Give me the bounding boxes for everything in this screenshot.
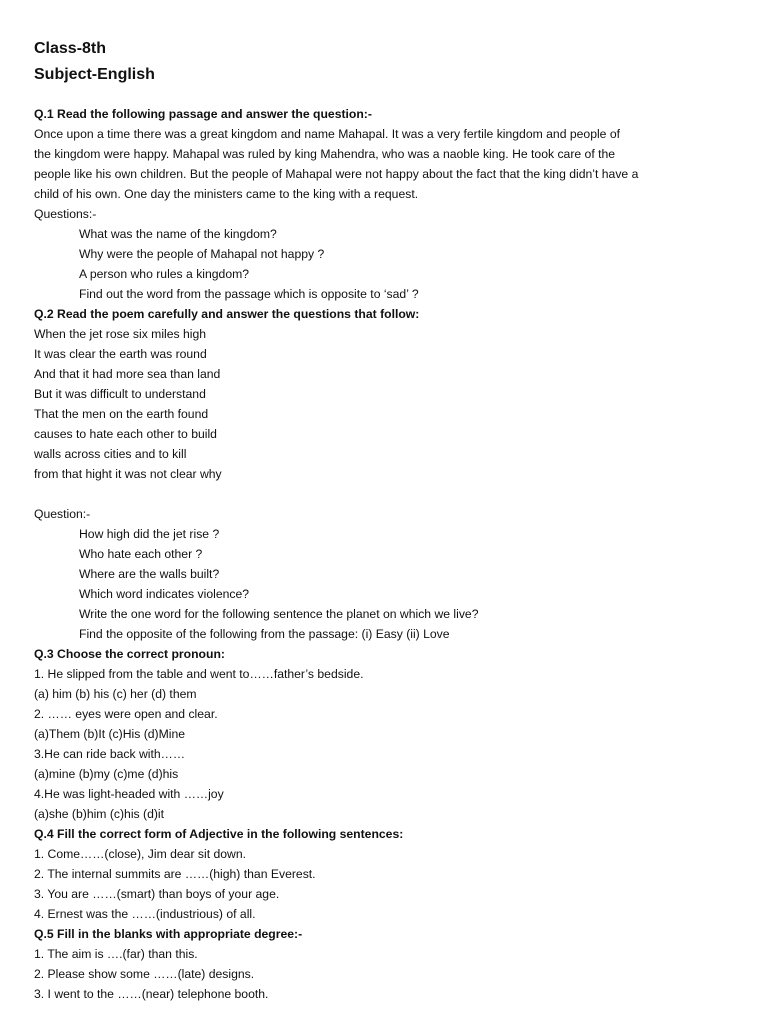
q4-line: 2. The internal summits are ……(high) than Everest. xyxy=(34,867,316,881)
q3-heading: Q.3 Choose the correct pronoun: xyxy=(34,647,225,661)
q2-poem-line: And that it had more sea than land xyxy=(34,367,221,381)
q2-poem-line: It was clear the earth was round xyxy=(34,347,207,361)
q2-poem-line: But it was difficult to understand xyxy=(34,387,206,401)
q3-options: (a)she (b)him (c)his (d)it xyxy=(34,807,165,821)
class-label: Class-8th xyxy=(34,40,107,57)
blank-line xyxy=(34,484,734,504)
q1-question: What was the name of the kingdom? xyxy=(79,227,277,241)
q2-poem-line: from that hight it was not clear why xyxy=(34,467,222,481)
q3-line: 4.He was light-headed with ……joy xyxy=(34,787,224,801)
q2-poem-line: walls across cities and to kill xyxy=(34,447,187,461)
q2-heading: Q.2 Read the poem carefully and answer the questions that follow: xyxy=(34,307,420,321)
q4-heading: Q.4 Fill the correct form of Adjective in the following sentences: xyxy=(34,827,404,841)
q1-question: A person who rules a kingdom? xyxy=(79,267,250,281)
q3-line: 3.He can ride back with…… xyxy=(34,747,186,761)
q2-question: Write the one word for the following sentence the planet on which we live? xyxy=(79,607,479,621)
q3-options: (a)Them (b)It (c)His (d)Mine xyxy=(34,727,185,741)
q4-line: 1. Come……(close), Jim dear sit down. xyxy=(34,847,246,861)
q1-questions-label: Questions:- xyxy=(34,207,97,221)
q4-line: 4. Ernest was the ……(industrious) of all. xyxy=(34,907,256,921)
q5-line: 1. The aim is ….(far) than this. xyxy=(34,947,198,961)
q3-options: (a)mine (b)my (c)me (d)his xyxy=(34,767,179,781)
q3-line: 2. …… eyes were open and clear. xyxy=(34,707,218,721)
q4-line: 3. You are ……(smart) than boys of your age. xyxy=(34,887,280,901)
q3-options: (a) him (b) his (c) her (d) them xyxy=(34,687,197,701)
q5-heading: Q.5 Fill in the blanks with appropriate degree:- xyxy=(34,927,303,941)
q2-poem-line: causes to hate each other to build xyxy=(34,427,217,441)
q2-poem-line: That the men on the earth found xyxy=(34,407,209,421)
spacer xyxy=(34,88,734,104)
q1-passage-line: Once upon a time there was a great kingdom and name Mahapal. It was a very fertile kingdom and people of xyxy=(34,127,621,141)
q2-question: Where are the walls built? xyxy=(79,567,220,581)
q2-question: Find the opposite of the following from the passage: (i) Easy (ii) Love xyxy=(79,627,450,641)
q1-question: Why were the people of Mahapal not happy ? xyxy=(79,247,325,261)
q5-line: 3. I went to the ……(near) telephone booth. xyxy=(34,987,269,1001)
worksheet-page xyxy=(34,36,734,1004)
q2-question: Who hate each other ? xyxy=(79,547,203,561)
q2-question: Which word indicates violence? xyxy=(79,587,250,601)
q3-line: 1. He slipped from the table and went to……father’s bedside. xyxy=(34,667,364,681)
q1-passage-line: child of his own. One day the ministers came to the king with a request. xyxy=(34,187,419,201)
q2-poem-line: When the jet rose six miles high xyxy=(34,327,207,341)
q5-line: 2. Please show some ……(late) designs. xyxy=(34,967,255,981)
q1-passage-line: people like his own children. But the people of Mahapal were not happy about the fact that the king didn’t have a xyxy=(34,167,639,181)
q1-heading: Q.1 Read the following passage and answer the question:- xyxy=(34,107,372,121)
q2-questions-label: Question:- xyxy=(34,507,91,521)
q1-question: Find out the word from the passage which is opposite to ‘sad’ ? xyxy=(79,287,419,301)
q1-passage-line: the kingdom were happy. Mahapal was ruled by king Mahendra, who was a naoble king. He took care of the xyxy=(34,147,616,161)
subject-label: Subject-English xyxy=(34,66,155,83)
q2-question: How high did the jet rise ? xyxy=(79,527,220,541)
